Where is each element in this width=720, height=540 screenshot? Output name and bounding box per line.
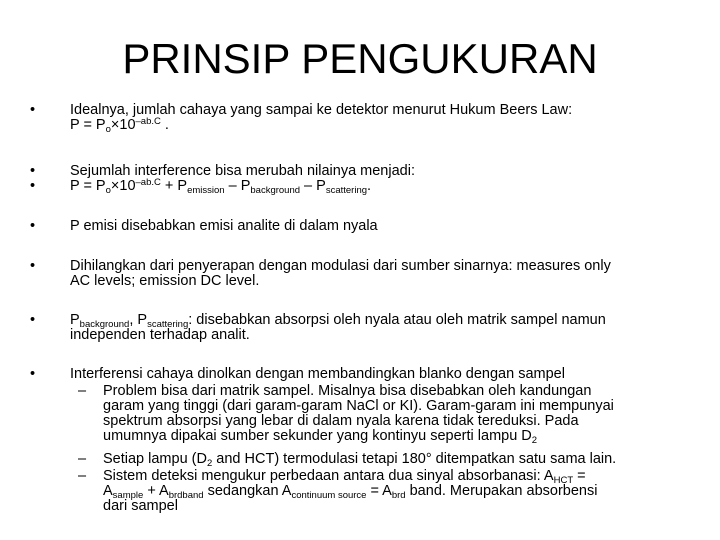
bullet-line: Dihilangkan dari penyerapan dengan modulasi dari sumber sinarnya: measures only [70,258,611,274]
bullet-marker: • [30,102,36,118]
bullet-text [70,313,695,343]
bullet-marker: • [30,218,36,234]
bullet-marker: • [30,163,36,179]
sub-bullet-text [103,384,693,444]
sub-line: Sistem deteksi mengukur perbedaan antara dua sinyal absorbanasi: $A_{HCT}$ = [103,468,586,486]
bullet-text [70,103,695,133]
sub-line: dari sampel [103,498,178,514]
formula-interference: $P = P_o\times 10^{-ab.C} + P_{emission} - P_{background} - P_{scattering}$. [70,177,372,196]
bullet-marker: • [30,366,36,382]
sub-line: Problem bisa dari matrik sampel. Misalnya bisa disebabkan oleh kandungan [103,383,592,399]
bullet-marker: • [30,178,36,194]
sub-line: $A_{sample} + A_{brdband}$ sedangkan $A_{continuum source} = A_{brd}$ band. Merupakan absorbensi [103,483,598,501]
bullet-line: $P_{background}$, $P_{scattering}$: disebabkan absorpsi oleh nyala atau oleh matrik sampel namun [70,312,606,330]
bullet-marker: • [30,312,36,328]
dash-marker: – [78,468,87,484]
dash-marker: – [78,383,87,399]
bullet-text [70,259,695,289]
sub-bullet-text [103,469,693,514]
bullet-line: independen terhadap analit. [70,327,250,343]
bullet-text [70,164,695,194]
formula-beers-law: $P = P_o\times 10^{-ab.C}$ . [70,116,169,135]
bullet-line: Sejumlah interference bisa merubah nilainya menjadi: [70,163,415,179]
bullet-marker: • [30,258,36,274]
bullet-text: P emisi disebabkan emisi analite di dalam nyala [70,218,378,234]
sub-line: umumnya dipakai sumber sekunder yang kontinyu seperti lampu $D_2$ [103,428,538,446]
sub-line: garam yang tinggi (dari garam-garam NaCl or KI). Garam-garam ini mempunyai [103,398,614,414]
sub-line: spektrum absorpsi yang lebar di dalam nyala karena tidak tereduksi. Pada [103,413,579,429]
slide-title: PRINSIP PENGUKURAN [122,35,598,82]
dash-marker: – [78,451,87,467]
bullet-text: Interferensi cahaya dinolkan dengan membandingkan blanko dengan sampel [70,366,565,382]
bullet-line: AC levels; emission DC level. [70,273,260,289]
bullet-line: Idealnya, jumlah cahaya yang sampai ke detektor menurut Hukum Beers Law: [70,102,573,118]
sub-bullet-text: Setiap lampu ($D_2$ and HCT) termodulasi tetapi 180° ditempatkan satu sama lain. [103,451,617,469]
